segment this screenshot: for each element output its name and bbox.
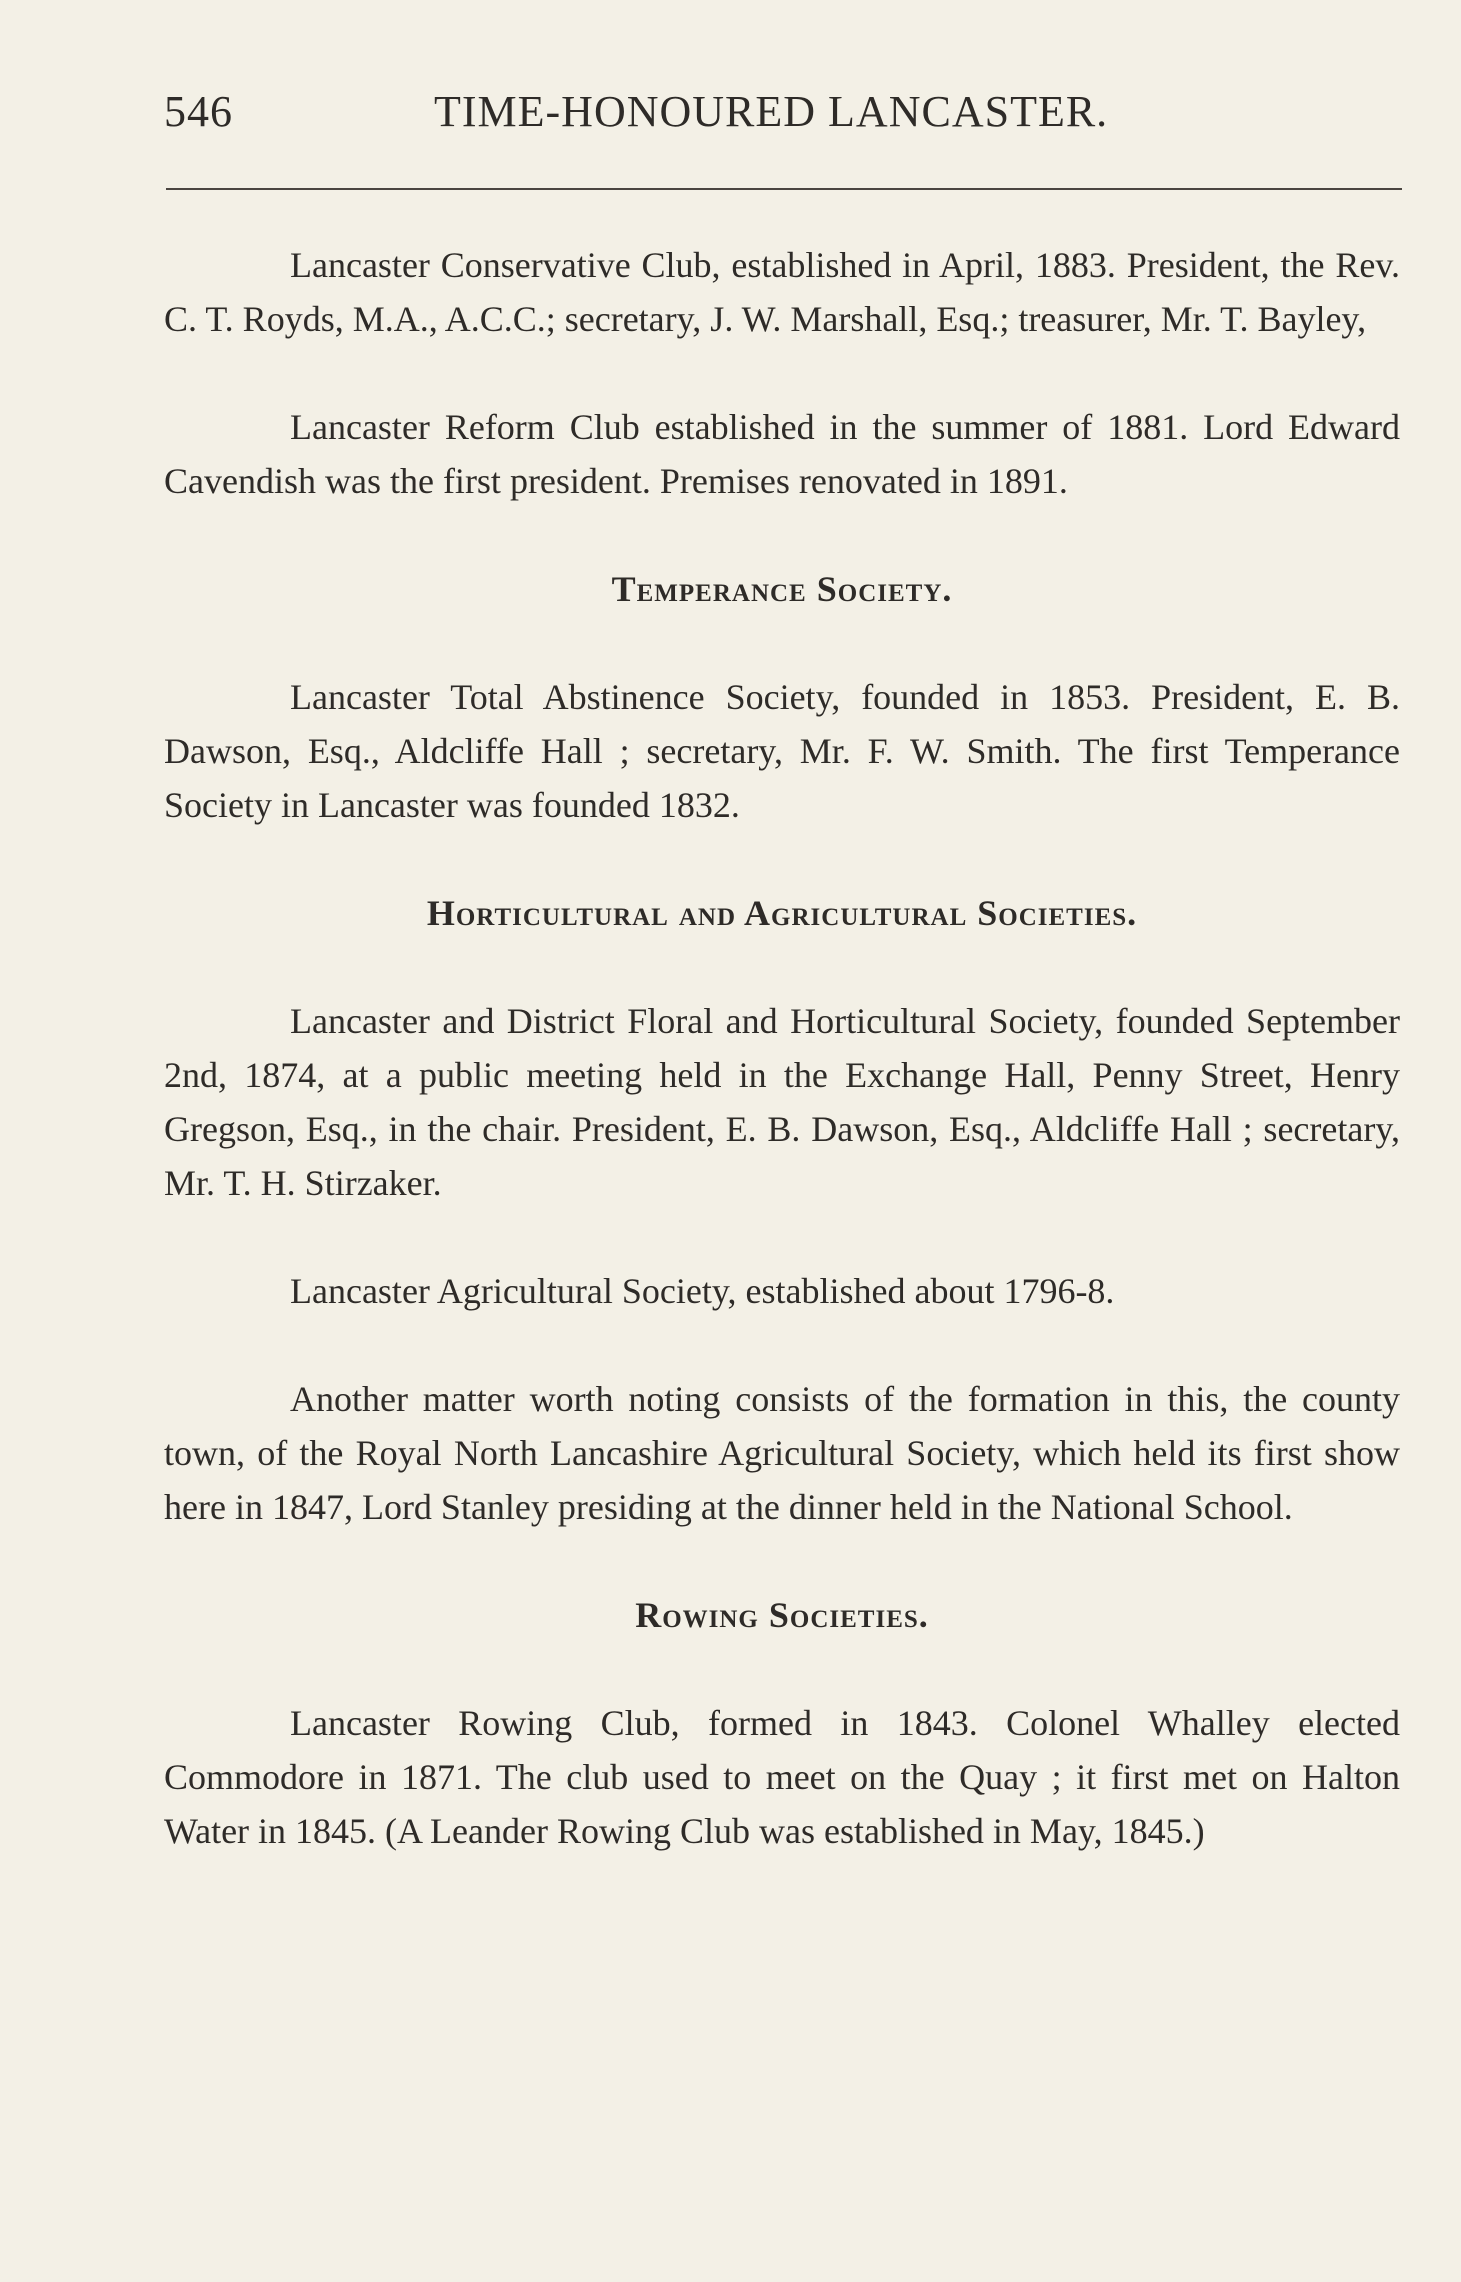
heading-rowing-societies: Rowing Societies.: [635, 1595, 929, 1635]
paragraph-conservative-club: Lancaster Conservative Club, established in April, 1883. President, the Rev. C. T. Royds, M.A., A.C.C.; secretary, J. W. Marshall, Esq.; treasurer, Mr. T. Bayley,: [164, 245, 1400, 339]
body-text: [164, 238, 1400, 1858]
header-rule: [166, 188, 1402, 190]
paragraph-rowing-club: Lancaster Rowing Club, formed in 1843. Colonel Whalley elected Commodore in 1871. The club used to meet on the Quay ; it first met on Halton Water in 1845. (A Leander Rowing Club was established in May, 1845.): [164, 1703, 1400, 1851]
paragraph-floral-society: Lancaster and District Floral and Horticultural Society, founded September 2nd, 1874, at a public meeting held in the Exchange Hall, Penny Street, Henry Gregson, Esq., in the chair. President, E. B. Dawson, Esq., Aldcliffe Hall ; secretary, Mr. T. H. Stirzaker.: [164, 1001, 1400, 1203]
heading-horticultural-societies: Horticultural and Agricultural Societies.: [426, 893, 1138, 933]
paragraph-agricultural-society: Lancaster Agricultural Society, established about 1796-8.: [290, 1271, 1115, 1311]
heading-temperance-society: Temperance Society.: [611, 569, 953, 609]
page-number: 546: [164, 87, 233, 136]
paragraph-royal-agricultural-society: Another matter worth noting consists of the formation in this, the county town, of the Royal North Lancashire Agricultural Society, which held its first show here in 1847, Lord Stanley presiding at the dinner held in the National School.: [164, 1379, 1400, 1527]
running-title: TIME-HONOURED LANCASTER.: [434, 87, 1109, 136]
running-header: [164, 86, 1404, 146]
paragraph-temperance-society: Lancaster Total Abstinence Society, founded in 1853. President, E. B. Dawson, Esq., Aldcliffe Hall ; secretary, Mr. F. W. Smith. The first Temperance Society in Lancaster was founded 1832.: [164, 677, 1400, 825]
paragraph-reform-club: Lancaster Reform Club established in the summer of 1881. Lord Edward Cavendish was the first president. Premises renovated in 1891.: [164, 407, 1400, 501]
